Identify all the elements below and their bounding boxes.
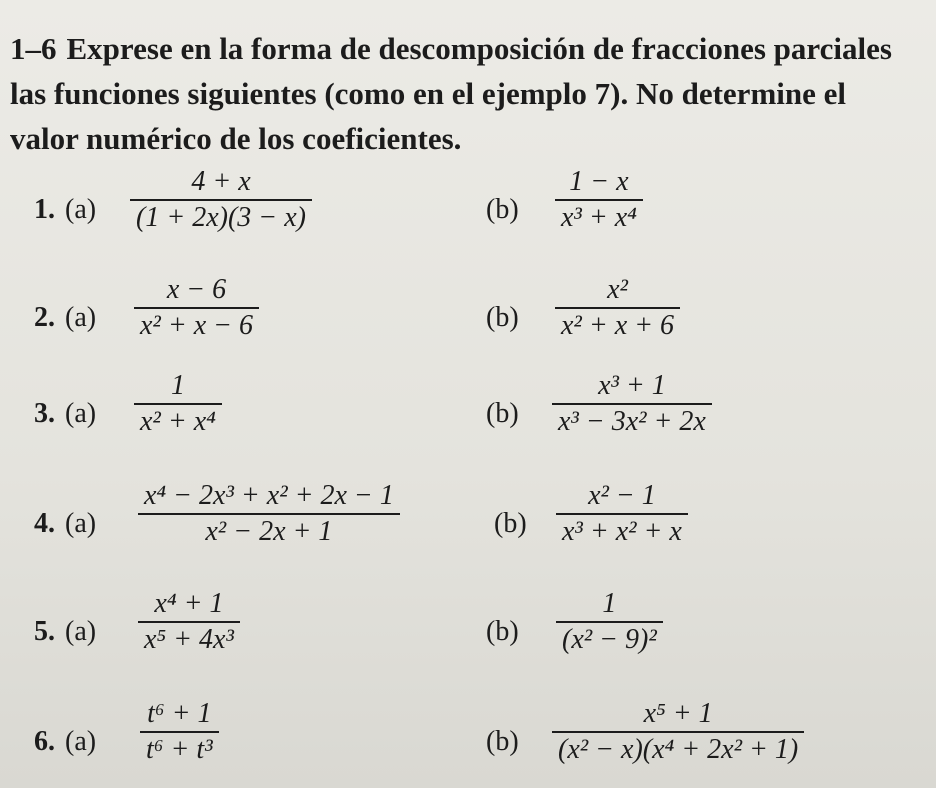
numerator: 4 + x xyxy=(191,166,251,197)
part-label-a: (a) xyxy=(65,194,97,225)
fraction-1a xyxy=(130,165,312,235)
part-label-a: (a) xyxy=(65,398,97,429)
numerator: x² xyxy=(607,274,628,305)
denominator: (x² − 9)² xyxy=(562,624,657,655)
denominator: x⁵ + 4x³ xyxy=(144,624,234,655)
denominator: (x² − x)(x⁴ + 2x² + 1) xyxy=(558,734,799,765)
denominator: t⁶ + t³ xyxy=(146,734,213,765)
part-label-a: (a) xyxy=(65,302,97,333)
fraction-6a xyxy=(140,697,219,767)
part-label-a: (a) xyxy=(65,616,97,647)
instructions-text: Exprese en la forma de descomposición de fracciones parciales las funciones siguientes (como en el ejemplo 7). No determine el valor numérico de los coeficientes. xyxy=(10,31,892,156)
numerator: t⁶ + 1 xyxy=(147,698,212,729)
problem-number: 1. xyxy=(34,194,55,225)
fraction-5a xyxy=(138,587,240,657)
denominator: x³ − 3x² + 2x xyxy=(558,406,706,437)
part-label-b: (b) xyxy=(486,398,519,429)
part-label-a: (a) xyxy=(65,508,97,539)
problem-number: 3. xyxy=(34,398,55,429)
fraction-4a xyxy=(138,479,400,549)
numerator: x⁴ + 1 xyxy=(154,588,224,619)
fraction-2a xyxy=(134,273,259,343)
numerator: 1 xyxy=(170,370,185,401)
numerator: 1 − x xyxy=(569,166,629,197)
part-label-b: (b) xyxy=(486,194,519,225)
problem-number: 2. xyxy=(34,302,55,333)
numerator: x⁵ + 1 xyxy=(643,698,713,729)
denominator: x³ + x² + x xyxy=(562,516,682,547)
problem-number: 6. xyxy=(34,726,55,757)
denominator: x² + x − 6 xyxy=(140,310,254,341)
denominator: x³ + x⁴ xyxy=(561,202,637,233)
problem-number: 5. xyxy=(34,616,55,647)
numerator: x⁴ − 2x³ + x² + 2x − 1 xyxy=(144,480,394,511)
fraction-5b xyxy=(556,587,663,657)
part-label-b: (b) xyxy=(486,302,519,333)
denominator: (1 + 2x)(3 − x) xyxy=(136,202,306,233)
numerator: x − 6 xyxy=(166,274,227,305)
fraction-3b xyxy=(552,369,712,439)
part-label-b: (b) xyxy=(486,616,519,647)
fraction-1b xyxy=(555,165,643,235)
fraction-6b xyxy=(552,697,804,767)
fraction-3a xyxy=(134,369,222,439)
part-label-b: (b) xyxy=(494,508,527,539)
denominator: x² − 2x + 1 xyxy=(205,516,333,547)
problem-number: 4. xyxy=(34,508,55,539)
exercise-range: 1–6 xyxy=(10,31,57,66)
numerator: 1 xyxy=(602,588,617,619)
numerator: x² − 1 xyxy=(588,480,656,511)
numerator: x³ + 1 xyxy=(598,370,666,401)
denominator: x² + x + 6 xyxy=(561,310,675,341)
exercise-instructions xyxy=(10,26,910,161)
part-label-a: (a) xyxy=(65,726,97,757)
part-label-b: (b) xyxy=(486,726,519,757)
denominator: x² + x⁴ xyxy=(140,406,216,437)
fraction-4b xyxy=(556,479,688,549)
fraction-2b xyxy=(555,273,680,343)
